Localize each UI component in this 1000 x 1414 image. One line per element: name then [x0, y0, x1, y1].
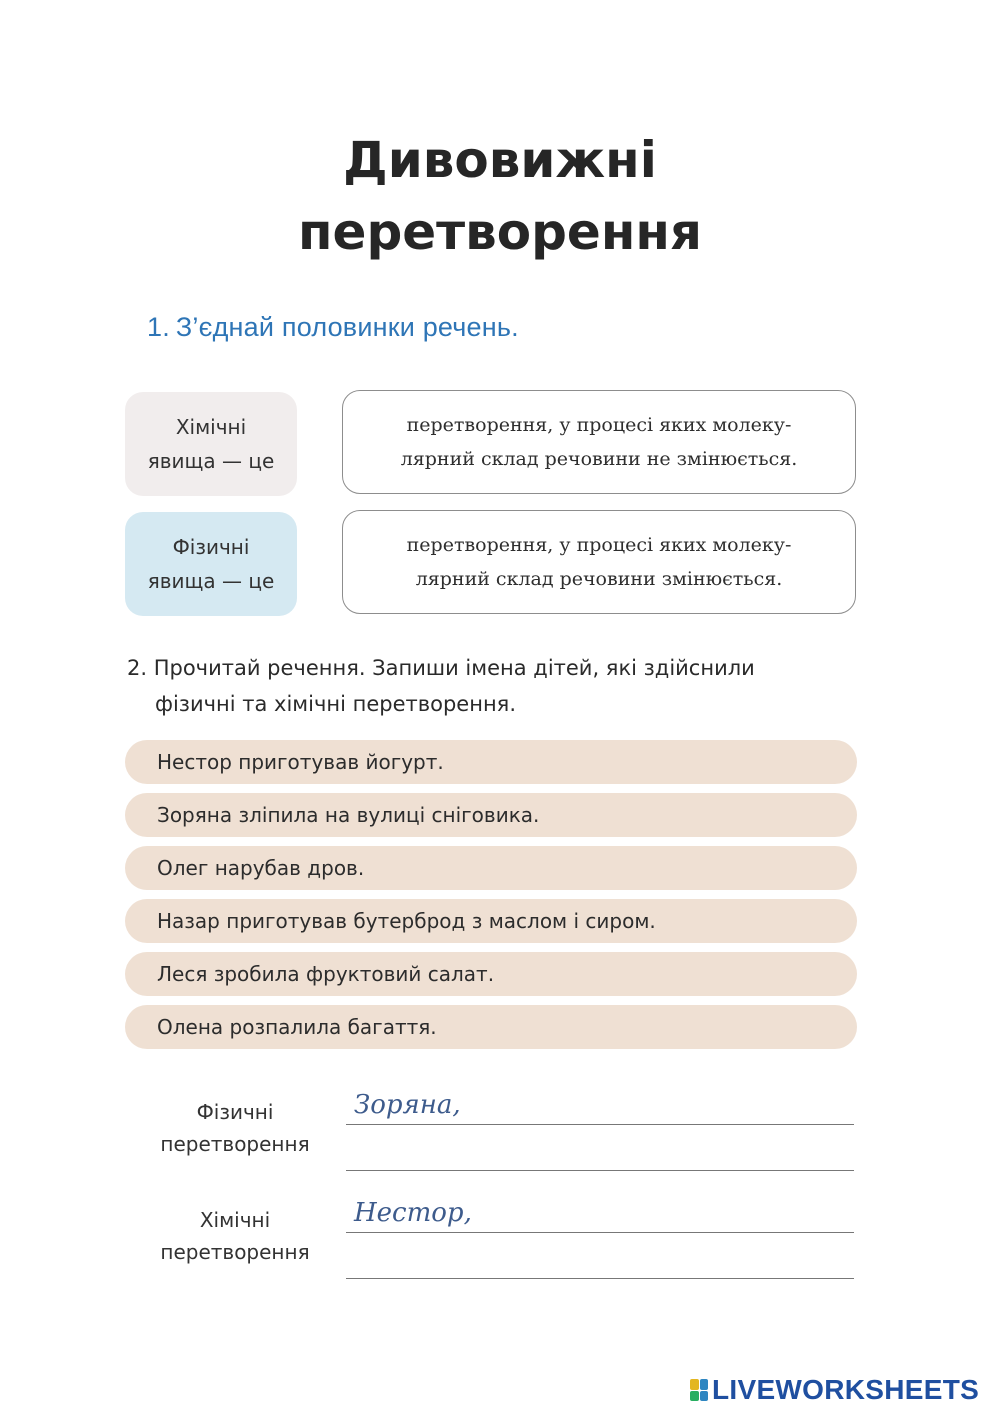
match-right-1[interactable] — [342, 390, 856, 494]
chemical-answer-line-2[interactable] — [346, 1278, 854, 1279]
sentence-item: Зоряна зліпила на вулиці сніговика. — [125, 793, 857, 837]
task-1-number: 1. — [147, 312, 170, 342]
chemical-answer-label — [140, 1204, 330, 1268]
match-right-1-line-2: лярний склад речовини не змінюється. — [400, 448, 798, 470]
sentence-item: Леся зробила фруктовий салат. — [125, 952, 857, 996]
page-title-line-1: Дивовижні — [343, 131, 657, 189]
task-2-instruction — [127, 650, 867, 722]
sentence-item: Олена розпалила багаття. — [125, 1005, 857, 1049]
sentence-item: Назар приготував бутерброд з маслом і сиром. — [125, 899, 857, 943]
chemical-answer-label-line-1: Хімічні — [199, 1208, 271, 1232]
match-left-chemical[interactable] — [125, 392, 297, 496]
page-title-line-2: перетворення — [297, 203, 703, 261]
match-left-chemical-line-1: Хімічні — [175, 415, 247, 439]
match-left-physical-line-2: явища — це — [147, 569, 275, 593]
match-left-physical-line-1: Фізичні — [172, 535, 250, 559]
physical-answer-label-line-1: Фізичні — [196, 1100, 274, 1124]
physical-answer-field[interactable]: Зоряна, — [354, 1090, 461, 1120]
chemical-answer-field[interactable]: Нестор, — [354, 1198, 472, 1228]
match-right-2[interactable] — [342, 510, 856, 614]
physical-answer-line-1 — [346, 1124, 854, 1125]
sentence-item: Нестор приготував йогурт. — [125, 740, 857, 784]
task-2-line-2: фізичні та хімічні перетворення. — [155, 692, 516, 716]
sentence-item: Олег нарубав дров. — [125, 846, 857, 890]
physical-answer-label — [140, 1096, 330, 1160]
task-1-instruction — [147, 312, 519, 343]
liveworksheets-logo-icon — [690, 1379, 708, 1401]
match-right-2-line-2: лярний склад речовини змінюється. — [415, 568, 783, 590]
physical-answer-line-2[interactable] — [346, 1170, 854, 1171]
liveworksheets-brand — [690, 1374, 979, 1406]
sentence-list — [125, 740, 857, 1058]
chemical-answer-line-1 — [346, 1232, 854, 1233]
match-left-chemical-line-2: явища — це — [147, 449, 275, 473]
task-2-line-1: 2. Прочитай речення. Запиши імена дітей, які здійснили — [127, 656, 755, 680]
brand-name: LIVEWORKSHEETS — [712, 1374, 980, 1405]
task-1-text: З’єднай половинки речень. — [175, 312, 519, 342]
match-right-2-line-1: перетворення, у процесі яких молеку- — [406, 534, 792, 556]
match-left-physical[interactable] — [125, 512, 297, 616]
physical-answer-label-line-2: перетворення — [160, 1132, 310, 1156]
chemical-answer-label-line-2: перетворення — [160, 1240, 310, 1264]
match-right-1-line-1: перетворення, у процесі яких молеку- — [406, 414, 792, 436]
